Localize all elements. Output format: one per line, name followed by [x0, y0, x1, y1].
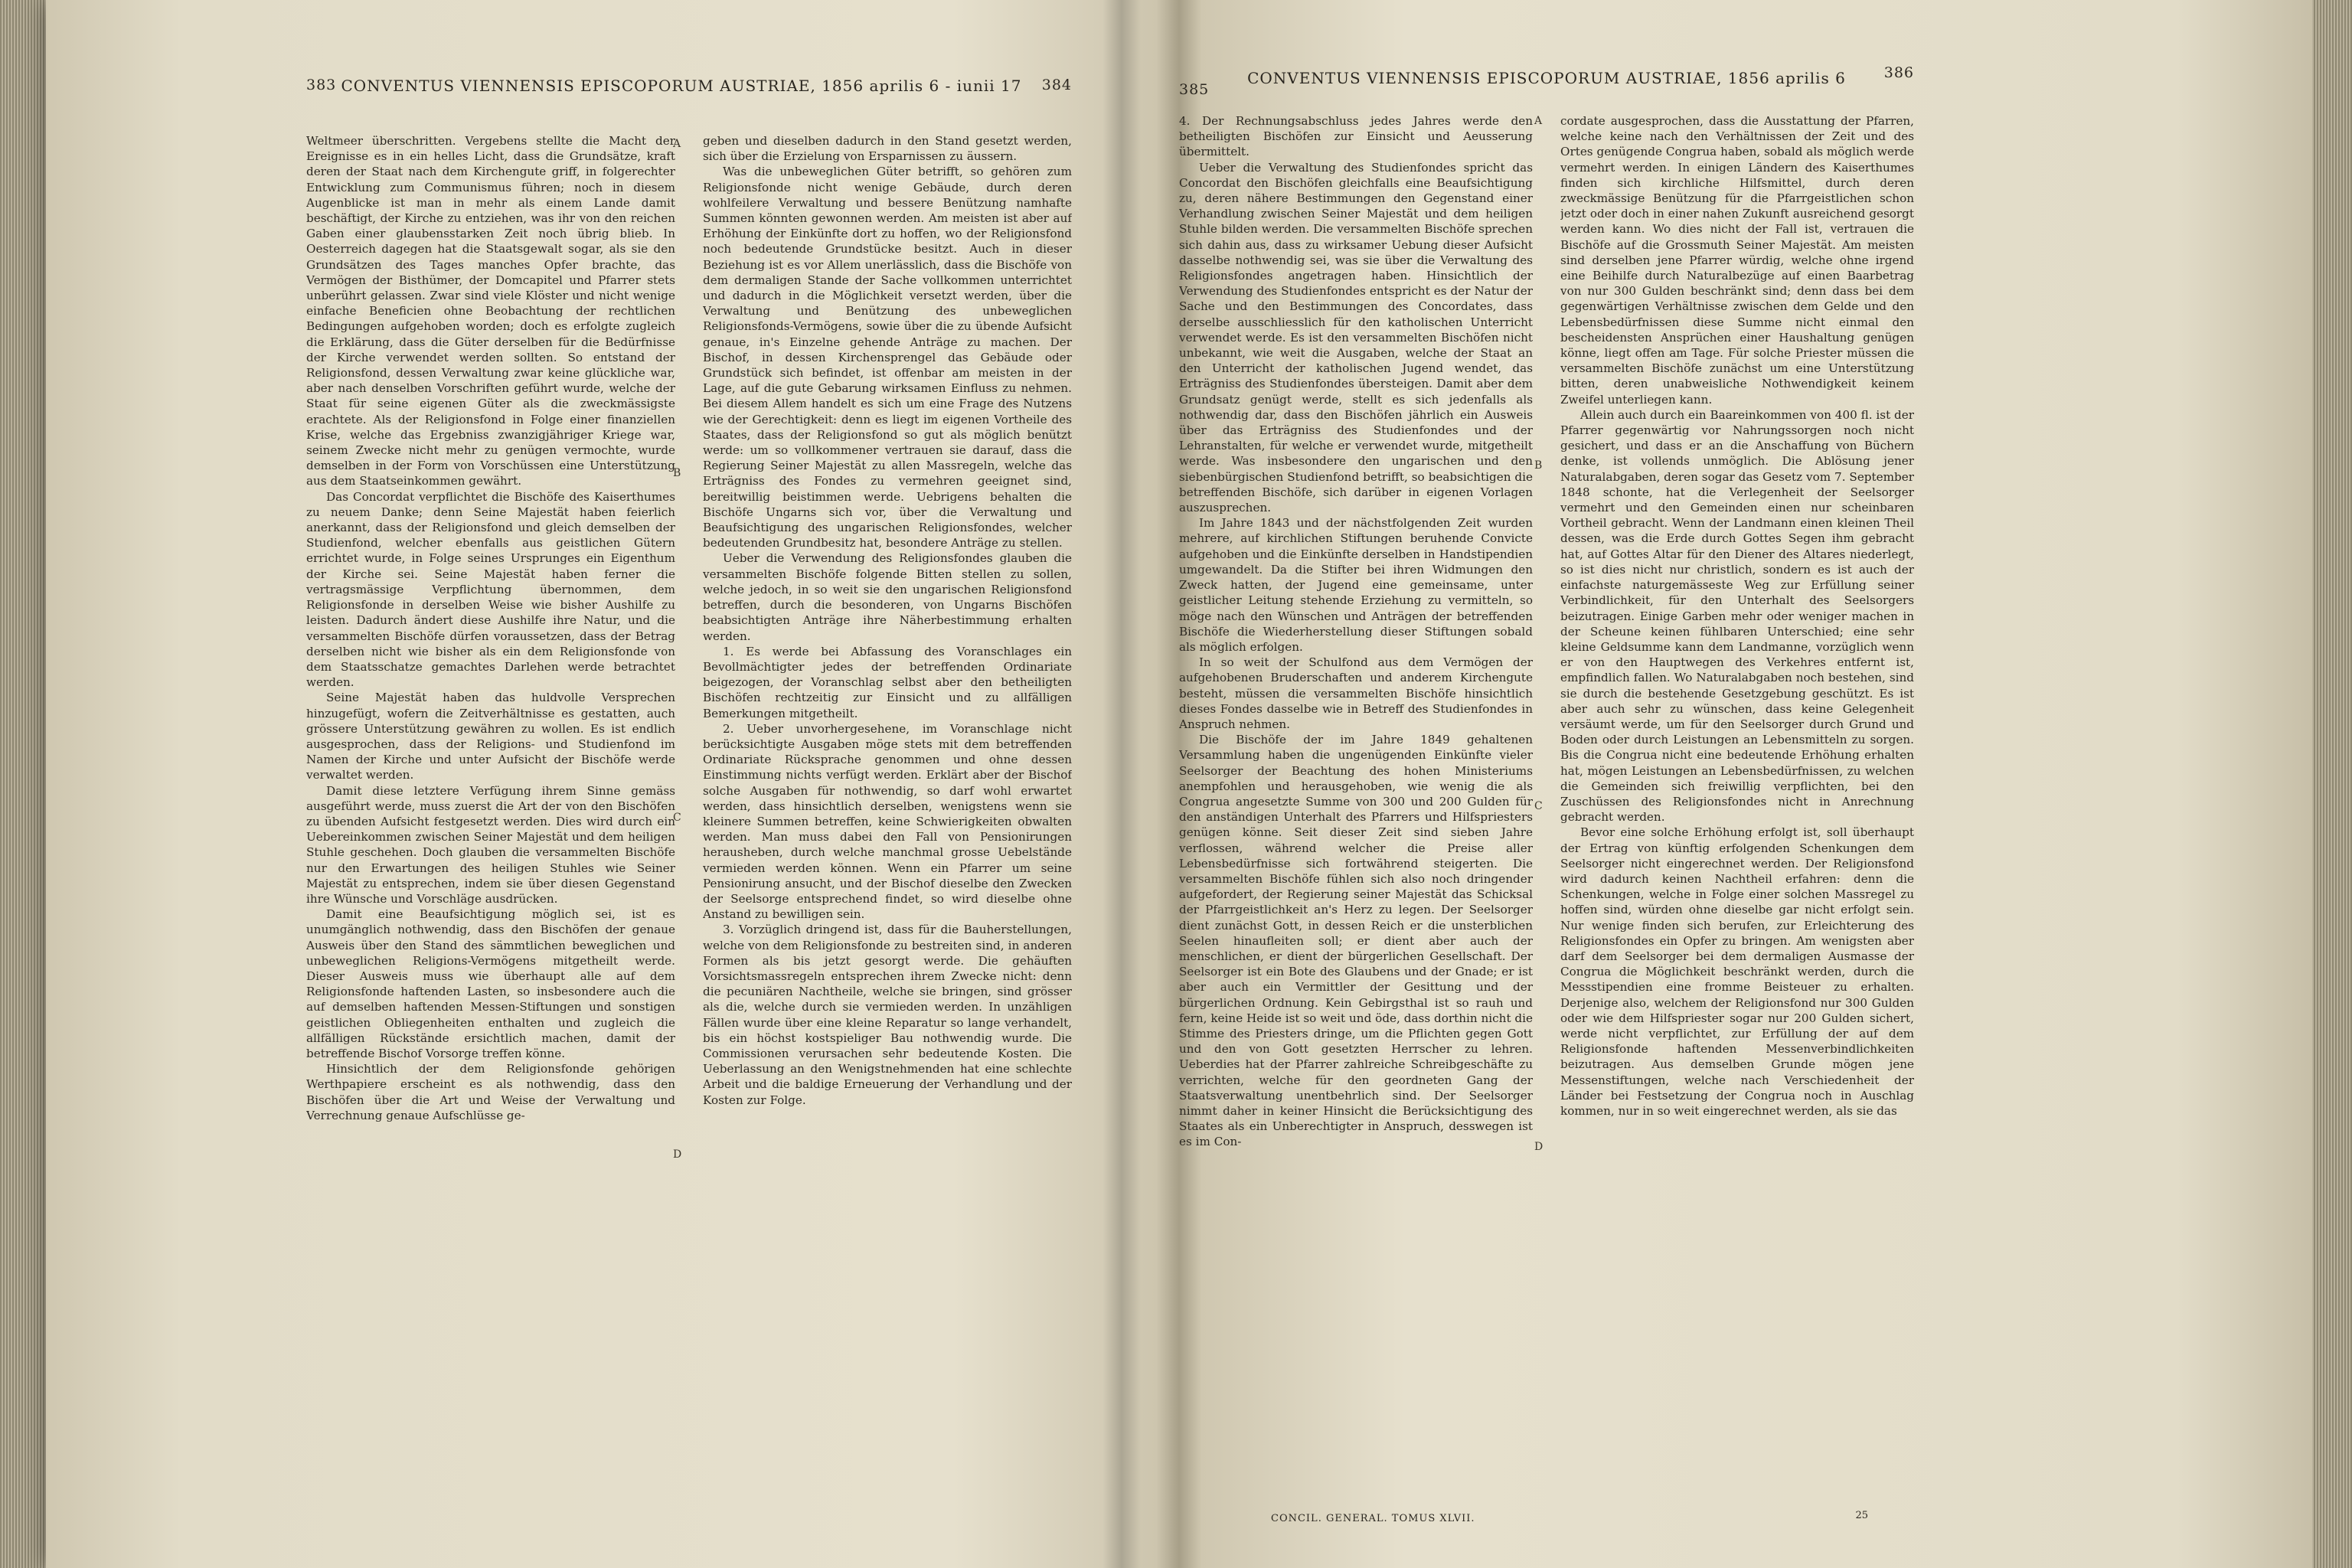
margin-letter-a: A: [1534, 115, 1543, 127]
left-running-head: [306, 54, 1072, 100]
paragraph: Damit diese letztere Verfügung ihrem Sinne gemäss ausgeführt werde, muss zuerst die Art der von den Bischöfen zu übenden Aufsicht festgesetzt werden. Dies wird durch ein Uebereinkommen zwischen Seiner Majestät und dem heiligen Stuhle geschehen. Doch glauben die versammelten Bischöfe nur den Erwartungen des heiligen Stuhles wie Seiner Majestät zu entsprechen, indem sie über diesen Gegenstand ihre Wünsche und Vorschläge ausdrücken.: [306, 783, 675, 906]
paragraph: geben und dieselben dadurch in den Stand gesetzt werden, sich über die Erzielung von Ersparnissen zu äussern.: [703, 134, 1072, 164]
column-386: [1560, 113, 1914, 1508]
page-number-386: 386: [1883, 64, 1914, 81]
left-page: [306, 54, 1072, 1531]
column-385: [1179, 113, 1533, 1508]
running-title-right: CONVENTUS VIENNENSIS EPISCOPORUM AUSTRIAE, 1856 aprilis 6: [1247, 69, 1846, 87]
paragraph: Die Bischöfe der im Jahre 1849 gehaltenen Versammlung haben die ungenügenden Einkünfte vieler Seelsorger der Beachtung des hohen Ministeriums anempfohlen und herausgehoben, wie wenig die als Congrua angesetzte Summe von 300 und 200 Gulden für den anständigen Unterhalt des Pfarrers und Hilfspriesters genügen könne. Seit dieser Zeit sind sieben Jahre verflossen, während welcher die Preise aller Lebensbedürfnisse sich fortwährend steigerten. Die versammelten Bischöfe fühlen sich also noch dringender aufgefordert, der Regierung seiner Majestät das Schicksal der Pfarrgeistlichkeit an's Herz zu legen. Der Seelsorger dient zunächst Gott, in dessen Reich er die unsterblichen Seelen hinaufleiten soll; er dient aber auch der menschlichen, er dient der bürgerlichen Gesellschaft. Der Seelsorger ist ein Bote des Glaubens und der Gnade; er ist aber auch ein Vermittler der Gesittung und der bürgerlichen Ordnung. Kein Gebirgsthal ist so rauh und fern, keine Heide ist so weit und öde, dass dorthin nicht die Stimme des Priesters dringe, um die Pflichten gegen Gott und den von Gott gesetzten Herrscher zu lehren. Ueberdies hat der Pfarrer zahlreiche Schreibgeschäfte zu verrichten, welche für den geordneten Gang der Staatsverwaltung unentbehrlich sind. Der Seelsorger nimmt daher in keiner Hinsicht die Berücksichtigung des Staates als ein Unberechtigter in Anspruch, desswegen ist es im Con-: [1179, 733, 1533, 1149]
right-page: [1179, 54, 1914, 1531]
margin-letter-b: B: [673, 467, 681, 479]
signature-line: CONCIL. GENERAL. TOMUS XLVII.: [1271, 1513, 1475, 1524]
paragraph: Was die unbeweglichen Güter betrifft, so gehören zum Religionsfonde nicht wenige Gebäude, durch deren wohlfeilere Verwaltung und bessere Benützung namhafte Summen könnten gewonnen werden. Am meisten ist aber auf Erhöhung der Einkünfte dort zu hoffen, wo der Religionsfond noch bedeutende Grundstücke besitzt. Auch in dieser Beziehung ist es vor Allem unerlässlich, dass die Bischöfe von dem dermaligen Stande der Sache vollkommen unterrichtet und dadurch in die Möglichkeit versetzt werden, über die Verwaltung und Benützung des unbeweglichen Religionsfonds-Vermögens, sowie über die zu übende Aufsicht genaue, in's Einzelne gehende Anträge zu machen. Der Bischof, in dessen Kirchensprengel das Gebäude oder Grundstück sich befindet, ist offenbar am meisten in der Lage, auf die gute Gebarung wirksamen Einfluss zu nehmen. Bei diesem Allem handelt es sich um eine Frage des Nutzens wie der Gerechtigkeit: denn es liegt im eigenen Vortheile des Staates, dass der Religionsfond so gut als möglich benützt werde: um so vollkommener vertrauen sie darauf, dass die Regierung Seiner Majestät zu allen Massregeln, welche das Erträgniss des Fondes zu vermehren geeignet sind, bereitwillig beistimmen werde. Uebrigens behalten die Bischöfe Ungarns sich vor, über die Verwaltung und Beaufsichtigung des ungarischen Religionsfondes, welcher bedeutenden Grundbesitz hat, besondere Anträge zu stellen.: [703, 165, 1072, 550]
paragraph: 2. Ueber unvorhergesehene, im Voranschlage nicht berücksichtigte Ausgaben möge stets mit dem betreffenden Ordinariate Rücksprache genommen und ohne dessen Einstimmung nichts verfügt werden. Erklärt aber der Bischof solche Ausgaben für nothwendig, so darf wohl erwartet werden, dass hinsichtlich derselben, wenigstens wenn sie kleinere Summen betreffen, keine Schwierigkeiten obwalten werden. Man muss dabei den Fall von Pensionirungen herausheben, durch welche manchmal grosse Uebelstände vermieden werden können. Wenn ein Pfarrer um seine Pensionirung ansucht, und der Bischof dieselbe den Zwecken der Seelsorge entsprechend findet, so wird dieselbe ohne Anstand zu bewilligen sein.: [703, 721, 1072, 922]
page-number-384: 384: [1041, 77, 1072, 93]
paragraph: Allein auch durch ein Baareinkommen von 400 fl. ist der Pfarrer gegenwärtig vor Nahrungssorgen noch nicht gesichert, und dass er an die Anschaffung von Büchern denke, ist vollends unmöglich. Die Ablösung jener Naturalabgaben, deren sogar das Gesetz vom 7. September 1848 schonte, hat die Verlegenheit der Seelsorger vermehrt und den Gemeinden einen nur scheinbaren Vortheil gebracht. Wenn der Landmann einen kleinen Theil dessen, was die Erde durch Gottes Segen ihm gebracht hat, auf Gottes Altar für den Diener des Altares niederlegt, so ist dies nicht nur christlich, sondern es ist auch der einfachste naturgemässeste Weg zur Erfüllung seiner Verbindlichkeit, für den Unterhalt des Seelsorgers beizutragen. Einige Garben mehr oder weniger machen in der Scheune keinen fühlbaren Unterschied; eine sehr kleine Geldsumme kann dem Landmanne, vorzüglich wenn er von den Hauptwegen des Verkehres entfernt ist, empfindlich fallen. Wo Naturalabgaben noch bestehen, sind sie durch die bestehende Gesetzgebung geschützt. Es ist aber auch sehr zu wünschen, dass keine Gelegenheit versäumt werde, um für den Seelsorger durch Grund und Boden oder durch Leistungen an Lebensmitteln zu sorgen. Bis die Congrua nicht eine bedeutende Erhöhung erhalten hat, mögen Leistungen an Lebensbedürfnissen, zu welchen die Gemeinden sich freiwillig verpflichten, bei den Zuschüssen des Religionsfondes nicht in Anrechnung gebracht werden.: [1560, 407, 1914, 825]
paragraph: Ueber die Verwaltung des Studienfondes spricht das Concordat den Bischöfen gleichfalls eine Beaufsichtigung zu, deren nähere Bestimmungen den Gegenstand einer Verhandlung zwischen Seiner Majestät und dem heiligen Stuhle bilden werden. Die versammelten Bischöfe sprechen sich dahin aus, dass zu wirksamer Uebung dieser Aufsicht dasselbe nothwendig sei, was sie über die Verwaltung des Religionsfondes angetragen haben. Hinsichtlich der Verwendung des Studienfondes entspricht es der Natur der Sache und den Bestimmungen des Concordates, dass derselbe ausschliesslich für den katholischen Unterricht verwendet werde. Es ist den versammelten Bischöfen nicht unbekannt, wie weit die Ausgaben, welche der Staat an den Unterricht der katholischen Jugend wendet, das Erträgniss des Studienfondes übersteigen. Damit aber dem Grundsatz genügt werde, stellt es sich jedenfalls als nothwendig dar, dass den Bischöfen jährlich ein Ausweis über das Erträgniss des Studienfondes und der Lehranstalten, für welche er verwendet wurde, mitgetheilt werde. Was insbesondere den ungarischen und den siebenbürgischen Studienfond betrifft, so beabsichtigen die betreffenden Bischöfe, sich darüber in eigenen Vorlagen auszusprechen.: [1179, 160, 1533, 515]
paragraph: In so weit der Schulfond aus dem Vermögen der aufgehobenen Bruderschaften und anderem Kirchengute besteht, müssen die versammelten Bischöfe hinsichtlich dieses Fondes dasselbe wie in Betreff des Studienfondes in Anspruch nehmen.: [1179, 655, 1533, 731]
margin-letter-c: C: [673, 812, 681, 824]
right-running-head: [1179, 54, 1914, 100]
margin-letter-d: D: [673, 1148, 682, 1161]
page-number-383: 383: [306, 77, 337, 93]
paragraph: Bevor eine solche Erhöhung erfolgt ist, soll überhaupt der Ertrag von künftig erfolgenden Schenkungen dem Seelsorger nicht eingerechnet werden. Der Religionsfond wird dadurch keinen Nachtheil erfahren: denn die Schenkungen, welche in Folge einer solchen Massregel zu hoffen sind, würden ohne dieselbe gar nicht erfolgt sein. Nur wenige finden sich berufen, zur Erleichterung des Religionsfondes ein Opfer zu bringen. Am wenigsten aber darf dem Seelsorger bei dem dermaligen Ausmasse der Congrua die Möglichkeit beschränkt werden, durch die Messstipendien eine fromme Beisteuer zu erhalten. Derjenige also, welchem der Religionsfond nur 300 Gulden oder wie dem Hilfspriester sogar nur 200 Gulden sichert, werde nicht verpflichtet, zur Erfüllung der auf dem Religionsfonde haftenden Messenverbindlichkeiten beizutragen. Aus demselben Grunde mögen jene Messenstiftungen, welche nach Verschiedenheit der Länder bei Festsetzung der Congrua noch in Auschlag kommen, nur in so weit eingerechnet werden, als sie das: [1560, 825, 1914, 1118]
paragraph: Hinsichtlich der dem Religionsfonde gehörigen Werthpapiere erscheint es als nothwendig, dass den Bischöfen über die Art und Weise der Verwaltung und Verrechnung genaue Aufschlüsse ge-: [306, 1062, 675, 1122]
page-number-385: 385: [1179, 81, 1210, 98]
sheet-number: 25: [1855, 1510, 1868, 1521]
margin-letter-d: D: [1534, 1141, 1544, 1153]
paragraph: Das Concordat verpflichtet die Bischöfe des Kaiserthumes zu neuem Danke; denn Seine Majestät haben feierlich anerkannt, dass der Religionsfond und gleich demselben der Studienfond, welcher ebenfalls aus geistlichen Gütern errichtet wurde, in Folge seines Ursprunges ein Eigenthum der Kirche sei. Seine Majestät haben ferner die vertragsmässige Verpflichtung übernommen, dem Religionsfonde in derselben Weise wie bisher Aushilfe zu leisten. Dadurch ändert diese Aushilfe ihre Natur, und die versammelten Bischöfe dürfen voraussetzen, dass der Betrag derselben nicht wie bisher als ein dem Religionsfonde von dem Staatsschatze gemachtes Darlehen werde betrachtet werden.: [306, 489, 675, 690]
paragraph: 1. Es werde bei Abfassung des Voranschlages ein Bevollmächtigter jedes der betreffenden Ordinariate beigezogen, der Voranschlag selbst aber den betheiligten Bischöfen rechtzeitig zur Einsicht und zu allfälligen Bemerkungen mitgetheilt.: [703, 644, 1072, 720]
left-page-edges: [0, 0, 46, 1568]
column-384: [703, 133, 1072, 1508]
right-page-columns: [1179, 113, 1914, 1508]
paragraph: 4. Der Rechnungsabschluss jedes Jahres werde den betheiligten Bischöfen zur Einsicht und Aeusserung übermittelt.: [1179, 114, 1533, 159]
paragraph: 3. Vorzüglich dringend ist, dass für die Bauherstellungen, welche von dem Religionsfonde zu bestreiten sind, in anderen Formen als bis jetzt gesorgt werde. Die gehäuften Vorsichtsmassregeln entsprechen ihrem Zwecke nicht: denn die pecuniären Nachtheile, welche sie bringen, sind grösser als die, welche durch sie vermieden werden. In unzähligen Fällen wurde über eine kleine Reparatur so lange verhandelt, bis ein höchst kostspieliger Bau nothwendig wurde. Die Commissionen verursachen sehr bedeutende Kosten. Die Ueberlassung an den Wenigstnehmenden hat eine schlechte Arbeit und die baldige Erneuerung der Verhandlung und der Kosten zur Folge.: [703, 923, 1072, 1107]
page-footer: [1179, 1510, 1914, 1531]
margin-letter-c: C: [1534, 800, 1543, 812]
book-gutter: [1102, 0, 1141, 1568]
right-page-edges: [2312, 0, 2352, 1568]
paragraph: Damit eine Beaufsichtigung möglich sei, ist es unumgänglich nothwendig, dass den Bischöfen der genaue Ausweis über den Stand des sämmtlichen beweglichen und unbeweglichen Religions-Vermögens mitgetheilt werde. Dieser Ausweis muss wie überhaupt alle auf dem Religionsfonde haftenden Lasten, so insbesondere auch die auf demselben haftenden Messen-Stiftungen und sonstigen geistlichen Obliegenheiten enthalten und zugleich die allfälligen Rückstände ersichtlich machen, damit der betreffende Bischof Vorsorge treffen könne.: [306, 907, 675, 1060]
running-title-left: CONVENTUS VIENNENSIS EPISCOPORUM AUSTRIAE, 1856 aprilis 6 - iunii 17: [341, 77, 1022, 95]
paragraph: Weltmeer überschritten. Vergebens stellte die Macht der Ereignisse es in ein helles Licht, dass die Grundsätze, kraft deren der Staat nach dem Kirchengute griff, in folgerechter Entwicklung zum Communismus führen; noch in diesem Augenblicke ist man in mehr als einem Lande damit beschäftigt, der Kirche zu entziehen, was ihr von den reichen Gaben einer glaubensstarken Zeit noch übrig blieb. In Oesterreich dagegen hat die Staatsgewalt sogar, als sie den Grundsätzen des Tages manches Opfer brachte, das Vermögen der Bisthümer, der Domcapitel und Pfarrer stets unberührt gelassen. Zwar sind viele Klöster und nicht wenige einfache Beneficien ohne Beobachtung der rechtlichen Bedingungen aufgehoben worden; doch es erfolgte zugleich die Erklärung, dass die Güter derselben für die Bedürfnisse der Kirche verwendet werden sollten. So entstand der Religionsfond, dessen Verwaltung zwar keine glückliche war, aber nach denselben Vorschriften geführt wurde, welche der Staat für seine eigenen Güter als die zweckmässigste erachtete. Als der Religionsfond in Folge einer finanziellen Krise, welche das Ergebniss zwanzigjähriger Kriege war, seinem Zwecke nicht mehr zu genügen vermochte, wurde demselben in der Form von Vorschüssen eine Unterstützung aus dem Staatseinkommen gewährt.: [306, 134, 675, 488]
paragraph: Seine Majestät haben das huldvolle Versprechen hinzugefügt, wofern die Zeitverhältnisse es gestatten, auch grössere Unterstützung gewähren zu wollen. Es ist endlich ausgesprochen, dass der Religions- und Studienfond im Namen der Kirche und unter Aufsicht der Bischöfe werde verwaltet werden.: [306, 691, 675, 782]
margin-letter-b: B: [1534, 459, 1543, 472]
margin-letter-a: A: [673, 138, 681, 150]
paragraph: Im Jahre 1843 und der nächstfolgenden Zeit wurden mehrere, auf kirchlichen Stiftungen beruhende Convicte aufgehoben und die Einkünfte derselben in Handstipendien umgewandelt. Da die Stifter bei ihren Widmungen den Zweck hatten, der Jugend eine gemeinsame, unter geistlicher Leitung stehende Erziehung zu vermitteln, so möge nach den Wünschen und Anträgen der betreffenden Bischöfe die Wiederherstellung dieser Stiftungen sobald als möglich erfolgen.: [1179, 516, 1533, 654]
paragraph: cordate ausgesprochen, dass die Ausstattung der Pfarren, welche keine nach den Verhältnissen der Zeit und des Ortes genügende Congrua haben, sobald als möglich werde vermehrt werden. In einigen Ländern des Kaiserthumes finden sich kirchliche Hilfsmittel, durch deren zweckmässige Benützung für die Pfarrgeistlichen schon jetzt oder doch in einer nahen Zukunft ausreichend gesorgt werden kann. Wo dies nicht der Fall ist, vertrauen die Bischöfe auf die Grossmuth Seiner Majestät. Am meisten sind derselben jene Pfarrer würdig, welche ohne irgend eine Beihilfe durch Naturalbezüge auf einen Baarbetrag von nur 300 Gulden beschränkt sind; denn dass bei dem gegenwärtigen Verhältnisse zwischen dem Gelde und den Lebensbedürfnissen diese Summe nicht einmal den bescheidensten Ansprüchen einer Haushaltung genügen könne, liegt offen am Tage. Für solche Priester müssen die versammelten Bischöfe zunächst um eine Unterstützung bitten, deren unabweisliche Nothwendigkeit keinem Zweifel unterliegen kann.: [1560, 114, 1914, 407]
left-page-columns: [306, 133, 1072, 1508]
paragraph: Ueber die Verwendung des Religionsfondes glauben die versammelten Bischöfe folgende Bitten stellen zu sollen, welche jedoch, in so weit sie den ungarischen Religionsfond betreffen, durch die besonderen, von Ungarns Bischöfen beabsichtigten Anträge ihre Näherbestimmung erhalten werden.: [703, 551, 1072, 643]
column-383: [306, 133, 675, 1508]
